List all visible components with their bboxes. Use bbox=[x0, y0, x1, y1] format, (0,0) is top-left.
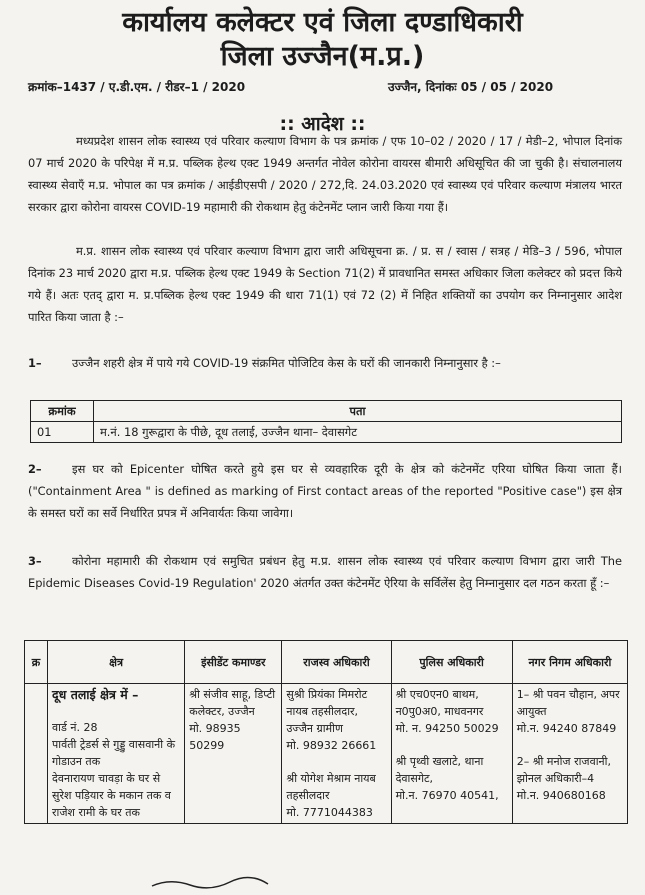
address-table bbox=[30, 400, 622, 443]
revenue-officer-2-name: श्री योगेश मेश्राम नायब तहसीलदार bbox=[286, 772, 376, 802]
area-desc-2: देवनारायण चावड़ा के घर से सुरेश पड़ियार के मकान तक व राजेश रामी के घर तक bbox=[52, 772, 171, 819]
paragraph-2: म.प्र. शासन लोक स्वास्थ्य एवं परिवार कल्याण विभाग द्वारा जारी अधिसूचना क्र. / प्र. स / स्वास / सत्रह / मेडि–3 / 596, भोपाल दिनांक 23 मार्च 2020 द्वारा म.प्र. पब्लिक हेल्थ एक्ट 1949 के Section 71(2) में प्रावधानित समस्त अधिकार जिला कलेक्टर को प्रदत्त किये गये हैं। अतः एतद् द्वारा म. प्र.पब्लिक हेल्थ एक्ट 1949 की धारा 71(1) एवं 72 (2) में निहित शक्तियों का उपयोग कर निम्नानुसार आदेश पारित किया जाता है :– bbox=[28, 244, 622, 324]
revenue-officer-1-name: सुश्री प्रियंका मिमरोट नायब तहसीलदार, उज्जैन ग्रामीण bbox=[286, 688, 368, 735]
point-1 bbox=[28, 352, 622, 374]
team-col-police-officer: पुलिस अधिकारी bbox=[391, 641, 512, 684]
address-value: म.नं. 18 गुरूद्वारा के पीछे, दूध तलाई, उज्जैन थाना– देवासगेट bbox=[94, 422, 622, 443]
area-desc-1: पार्वती ट्रेडर्स से गुड्डु वासवानी के गोडाउन तक bbox=[52, 738, 176, 768]
team-col-area: क्षेत्र bbox=[48, 641, 185, 684]
team-col-revenue-officer: राजस्व अधिकारी bbox=[282, 641, 391, 684]
surveillance-team-table bbox=[24, 640, 628, 824]
point-3-text: कोरोना महामारी की रोकथाम एवं समुचित प्रबंधन हेतु म.प्र. शासन लोक स्वास्थ्य एवं परिवार कल्याण विभाग द्वारा जारी The Epidemic Diseases Covid-19 Regulation' 2020 अंतर्गत उक्त कंटेनमेंट ऐरिया के सर्विलेंस हेतु निम्नानुसार दल गठन करता हूँ :– bbox=[28, 554, 622, 590]
team-table-header bbox=[25, 641, 628, 684]
municipal-officer-1-mobile: मो.न. 94240 87849 bbox=[516, 722, 617, 735]
police-officer-2-mobile: मो.न. 76970 40541, bbox=[395, 789, 499, 802]
order-title: :: आदेश :: bbox=[279, 113, 366, 135]
municipal-officer-2-name: 2– श्री मनोज राजवानी, झोनल अधिकारी–4 bbox=[516, 755, 612, 785]
team-col-serial: क्र bbox=[25, 641, 48, 684]
police-officer-2-name: श्री पृथ्वी खलाटे, थाना देवासगेट, bbox=[395, 755, 484, 785]
point-1-number: 1– bbox=[28, 356, 42, 370]
point-1-text: उज्जैन शहरी क्षेत्र में पाये गये COVID-19 संक्रमित पोजिटिव केस के घरों की जानकारी निम्नानुसार है :– bbox=[72, 356, 501, 370]
address-col-serial: क्रमांक bbox=[31, 401, 94, 422]
revenue-officer-1-mobile: मो. 98932 26661 bbox=[286, 739, 377, 752]
place-date: उज्जैन, दिनांकः 05 / 05 / 2020 bbox=[388, 80, 554, 94]
team-municipal-cell bbox=[512, 684, 627, 824]
team-ic-cell bbox=[185, 684, 282, 824]
team-area-cell bbox=[48, 684, 185, 824]
point-2 bbox=[28, 458, 622, 524]
point-3 bbox=[28, 550, 622, 594]
police-officer-1-mobile: मो. न. 94250 50029 bbox=[395, 722, 499, 735]
team-police-cell bbox=[391, 684, 512, 824]
revenue-officer-2-mobile: मो. 7771044383 bbox=[286, 806, 373, 819]
paragraph-1: मध्यप्रदेश शासन लोक स्वास्थ्य एवं परिवार कल्याण विभाग के पत्र क्रमांक / एफ 10–02 / 2020 / 17 / मेडी–2, भोपाल दिनांक 07 मार्च 2020 के परिपेक्ष में म.प्र. पब्लिक हेल्थ एक्ट 1949 अन्तर्गत नोवेल कोरोना वायरस बीमारी अधिसूचित की जा चुकी है। संचालनालय स्वास्थ्य सेवाएँ म.प्र. भोपाल का पत्र क्रमांक / आईडीएसपी / 2020 / 272,दि. 24.03.2020 एवं स्वास्थ्य एवं परिवार कल्याण मंत्रालय भारत सरकार द्वारा कोरोना वायरस COVID-19 महामारी की रोकथाम हेतु कंटेनमेंट प्लान जारी किया गया हैं। bbox=[28, 134, 622, 214]
ic-name: श्री संजीव साहू, डिप्टी कलेक्टर, उज्जैन bbox=[189, 688, 276, 718]
table-row bbox=[31, 422, 622, 443]
address-serial: 01 bbox=[31, 422, 94, 443]
police-officer-1-name: श्री एच0एन0 बाथम, न0पु0अ0, माधवनगर bbox=[395, 688, 484, 718]
team-col-incident-commander: इंसीडेंट कमाण्डर bbox=[185, 641, 282, 684]
point-3-number: 3– bbox=[28, 554, 42, 568]
reference-number: क्रमांक–1437 / ए.डी.एम. / रीडर–1 / 2020 bbox=[28, 80, 246, 94]
point-2-number: 2– bbox=[28, 462, 42, 476]
table-row bbox=[25, 684, 628, 824]
area-ward: वार्ड नं. 28 bbox=[52, 721, 98, 734]
area-title: दूध तलाई क्षेत्र में – bbox=[52, 687, 139, 702]
district-title: जिला उज्जैन(म.प्र.) bbox=[220, 41, 425, 72]
ic-mobile: मो. 98935 50299 bbox=[189, 722, 241, 752]
team-revenue-cell bbox=[282, 684, 391, 824]
team-col-municipal-officer: नगर निगम अधिकारी bbox=[512, 641, 627, 684]
address-col-address: पता bbox=[94, 401, 622, 422]
point-2-text: इस घर को Epicenter घोषित करते हुये इस घर से व्यवहारिक दूरी के क्षेत्र को कंटेनमेंट एरिया घोषित किया जाता हैं। ("Containment Area " is defined as marking of First contact areas of the reported "Positive case") इस क्षेत्र के समस्त घरों का सर्वे निर्धारित प्रपत्र में अनिवार्यतः किया जावेगा। bbox=[28, 462, 622, 520]
team-serial-cell bbox=[25, 684, 48, 824]
signature-mark bbox=[150, 876, 270, 890]
office-title: कार्यालय कलेक्टर एवं जिला दण्डाधिकारी bbox=[122, 7, 523, 38]
municipal-officer-2-mobile: मो.न. 940680168 bbox=[516, 789, 606, 802]
municipal-officer-1-name: 1– श्री पवन चौहान, अपर आयुक्त bbox=[516, 688, 620, 718]
